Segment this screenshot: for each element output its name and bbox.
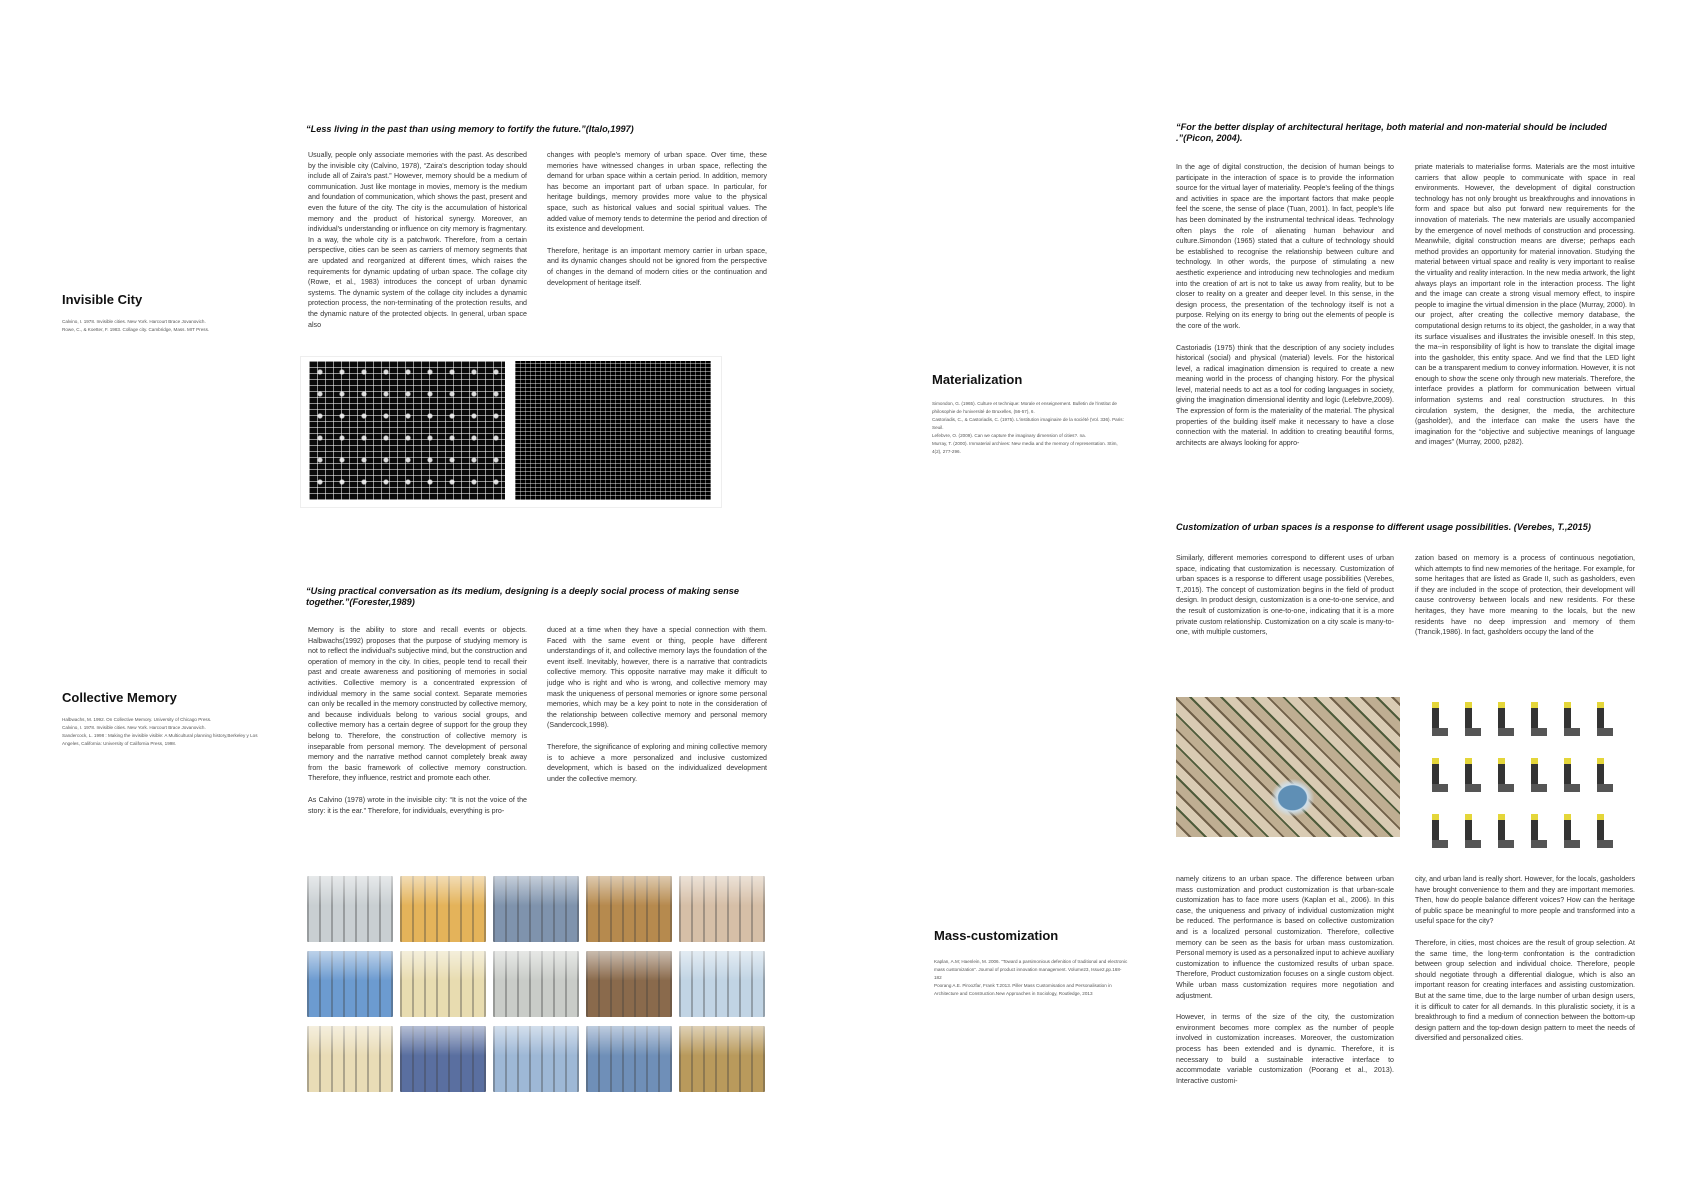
tower-massing-diagram bbox=[1428, 698, 1617, 856]
tower-massing-icon bbox=[1527, 698, 1551, 744]
paragraph: namely citizens to an urban space. The difference between urban mass customization and product customization is that urban-scale customization has to face more users (Kaplan et al., 2006). In this case, the uniqueness and privacy of individual customization might be reduced. The performance is based on collective customization and is a localized personal customization. Therefore, collective memory can be seen as the basis for urban mass customization. Personal memory is used as a personalized input to achieve auxiliary customization to influence the customized results of urban space. Therefore, Product customization focuses on a single custom object. While urban mass customization requires more negotiation and adjustment. bbox=[1176, 875, 1394, 1000]
customization-quote: Customization of urban spaces is a response to different usage possibilities. (Verebes, T.,2015) bbox=[1176, 522, 1591, 532]
tower-massing-icon bbox=[1560, 754, 1584, 800]
skyline-drawing-image bbox=[515, 361, 711, 500]
ref-line: Calvino, I. 1978. Invisible cities. New York. Harcourt Brace Jovanovich. bbox=[62, 725, 206, 730]
tower-massing-icon bbox=[1593, 698, 1617, 744]
materialization-quote: “For the better display of architectural heritage, both material and non-material should be included .”(Picon, 2004). bbox=[1176, 122, 1607, 143]
gasholder-photo-image bbox=[400, 951, 486, 1017]
tower-massing-icon bbox=[1461, 754, 1485, 800]
gasholder-photo-image bbox=[493, 876, 579, 942]
paragraph: changes with people's memory of urban space. Over time, these memories have witnessed changes in urban space, reflecting the demand for urban space within a certain period. In addition, memory has become an important part of urban space. In particular, for heritage buildings, memory provides more value to the physical space, such as historical values and social spiritual values. The added value of memory tends to determine the period and direction of its existence and development. bbox=[547, 151, 767, 234]
mass-customization-column-1 bbox=[1176, 874, 1394, 1094]
tower-massing-icon bbox=[1494, 698, 1518, 744]
ref-line: Murray, T. (2000). Immaterial archives: New media and the memory of representation. Stim, 4(2), 277-296. bbox=[932, 441, 1118, 454]
tower-massing-icon bbox=[1461, 810, 1485, 856]
tower-massing-icon bbox=[1428, 754, 1452, 800]
invisible-city-quote: “Less living in the past than using memory to fortify the future.”(Italo,1997) bbox=[306, 124, 634, 134]
tower-massing-icon bbox=[1560, 810, 1584, 856]
paragraph: priate materials to materialise forms. Materials are the most intuitive carriers that allow people to communicate with space in real environments. However, the development of digital construction technology has not only brought us breakthroughs and innovations in form and space but also put forward new requirements for the innovation of materials. The new materials are usually accompanied by the emergence of novel methods of construction and processing. Meanwhile, digital construction means are diverse; perhaps each method provides an opportunity for material innovation. Studying the material between virtual space and reality is very important to realise the virtuality and reality interaction. In the new media artwork, the light always plays an important role in the interaction process. The light and the image can create a strong visual memory effect, to inspire people to imagine the virtual dimension in the place (Murray, 2000). In our project, after creating the collective memory database, the computational design returns to its object, the gasholder, in a way that its surface visualises and illustrates the invisible oneself. In this step, the ma--in responsibility of light is how to translate the digital image into the gasholder, this entity space. And we find that the LED light can be a transparent medium to convey information. However, it is not enough to show the scene only through new materials. Therefore, the interface provides a platform for communication between virtual information systems and real construction structures. In this circulation system, the designer, the media, the architecture (gasholder), and the interface can make the users have the imagination for the “objective and subjective meanings of language and images” (Murray, 2000, p282). bbox=[1415, 163, 1635, 447]
paragraph: Therefore, in cities, most choices are the result of group selection. At the same time, the long-term confrontation is the contradiction between group selection and individual choice. Therefore, people should negotiate through a differential dialogue, which is also an important reason for creating interfaces and assisting customization. But at the same time, due to the large number of urban design users, it is difficult to cater for all demands. In this pluralistic society, it is a breakthrough to find a medium of connection between the bottom-up design pattern and the top-down design pattern to meet the needs of diversified and personalized cities. bbox=[1415, 938, 1635, 1043]
tower-massing-icon bbox=[1560, 698, 1584, 744]
materialization-column-2 bbox=[1415, 162, 1635, 478]
materialization-column-1 bbox=[1176, 162, 1394, 478]
paragraph: As Calvino (1978) wrote in the invisible city: “It is not the voice of the story: it is the ear.” Therefore, for individuals, everything is pro- bbox=[308, 795, 527, 815]
paragraph: However, in terms of the size of the city, the customization environment becomes more complex as the number of people involved in customization increases. Moreover, the customization process has been extended and is dynamic. Therefore, it is necessary to build a sustainable interactive interface to accommodate variable customization (Poorang et al., 2013). Interactive customi- bbox=[1176, 1013, 1394, 1085]
gasholder-photo-image bbox=[493, 1026, 579, 1092]
tower-massing-icon bbox=[1593, 754, 1617, 800]
gasholder-photo-image bbox=[679, 951, 765, 1017]
paragraph: zation based on memory is a process of continuous negotiation, which attempts to find new memories of the heritage. For example, for some heritages that are listed as Grade II, such as gasholders, even if they are included in the scope of protection, their development will cause controversy between locals and new residents. For these heritages, they have more meaning to the locals, but the new residents have no deep impression and memory of them (Trancik,1986). In fact, gasholders occupy the land of the bbox=[1415, 554, 1635, 637]
collective-memory-column-2 bbox=[547, 625, 767, 815]
gasholder-photo-image bbox=[679, 1026, 765, 1092]
city-drawing-image bbox=[309, 361, 505, 500]
paragraph: duced at a time when they have a special connection with them. Faced with the same event or thing, people have different understandings of it, and collective memory lays the foundation of the event itself. Inevitably, however, there is a narrative that contradicts collective memory. This opposite narrative may make it difficult to judge who is right and who is wrong, and collective memory may mask the uniqueness of personal memories or ignore some personal memories, which may be a key point to note in the consideration of the relationship between collective memory and personal memory (Sandercock,1998). bbox=[547, 626, 767, 730]
ref-line: Castoriadis, C., & Castoriadis, C. (1975). L'institution imaginaire de la société (Vol. 336). Paris: Seuil. bbox=[932, 417, 1124, 430]
tower-massing-icon bbox=[1428, 698, 1452, 744]
mass-customization-refs bbox=[934, 958, 1128, 998]
materialization-title: Materialization bbox=[932, 372, 1023, 387]
customization-column-1 bbox=[1176, 553, 1394, 643]
ref-line: Poorang A.E. Piroozfar, Frank T.2013. Piller Mass Customisation and Personalisation in Architecture and Construction.New Approaches in Sociology, Routledge, 2013 bbox=[934, 983, 1112, 996]
mass-customization-column-2 bbox=[1415, 874, 1635, 1074]
tower-massing-icon bbox=[1494, 754, 1518, 800]
gasholder-photo-image bbox=[400, 1026, 486, 1092]
gasholder-photo-image bbox=[679, 876, 765, 942]
paragraph: Castoriadis (1975) think that the description of any society includes historical (social) and physical (material) levels. For the historical level, a radical imagination dimension is required to create a new meaning world in the process of changing history. For the physical level, material needs to act as a tool for coding languages in society, giving the imagination dimensional identity and logic (Lefebvre,2009). The expression of form is the materiality of the material. The physical properties of the building itself make it necessary to have a close connection with the material. In addition to creating beautiful forms, architects are always looking for appro- bbox=[1176, 343, 1394, 447]
tower-massing-icon bbox=[1494, 810, 1518, 856]
mass-customization-title: Mass-customization bbox=[934, 928, 1059, 943]
tower-massing-icon bbox=[1527, 754, 1551, 800]
tower-massing-icon bbox=[1527, 810, 1551, 856]
materialization-refs bbox=[932, 400, 1126, 456]
paragraph: In the age of digital construction, the decision of human beings to participate in the interaction of space is to provide the information source for the virtual layer of materiality. People's feeling of the things and activities in space are the important factors that make people feel the scene, the sense of place (Tuan, 2001). In fact, people's life has been dominated by the instrumental technical ideas. Technology often plays the role of alienating human behaviour and culture.Simondon (1965) stated that a culture of technology should be established to recognise the relationship between culture and technology. In other words, the purpose of stimulating a new aesthetic experience and introducing new technologies and medium into the creation of art is not to take us away from reality, but to be closer to reality on a greater and deeper level. In this sense, in the design process, the presentation of the technology itself is not a purpose. Relying on its energy to bring out the elements of people is the core of the work. bbox=[1176, 163, 1394, 330]
ref-line: Simondon, G. (1965). Culture et technique: Morale et enseignement. Bulletin de l'institut de philosophie de l'université de Bruxelles, (56-57), 6. bbox=[932, 401, 1117, 414]
paragraph: Therefore, heritage is an important memory carrier in urban space, and its dynamic changes should not be ignored from the perspective of changes in the demand of modern cities or the continuation and development of heritage itself. bbox=[547, 246, 767, 287]
ref-line: Lefebvre, O. (2009). Can we capture the imaginary dimension of cities?. na. bbox=[932, 433, 1086, 438]
paragraph: Usually, people only associate memories with the past. As described by the invisible city (Calvino, 1978), “Zaira's description today should include all of Zaira's past.” However, memory should be a medium of communication. Just like montage in movies, memory is the medium and foundation of communication, which shows the past, present and even the future of the city. The city is the accumulation of historical memory and the product of historical synergy. Moreover, an individual's understanding or influence on city memory is fragmentary. In a way, the whole city is a patchwork. Therefore, from a certain perspective, cities can be seen as carriers of memory segments that are updated and reorganized at different times, which raises the requirements for dynamic updating of urban space. The collage city (Rowe, et al., 1983) introduces the concept of urban dynamic systems. The dynamic system of the collage city includes a dynamic protection process, the non-terminating of the protection results, and the dynamic nature of the protected objects. In general, urban space also bbox=[308, 151, 527, 329]
invisible-city-column-1 bbox=[308, 150, 527, 343]
ref-line: Halbwachs, M. 1992. On Collective Memory. University of Chicago Press. bbox=[62, 717, 212, 722]
illustration-frame bbox=[300, 356, 722, 508]
customization-column-2 bbox=[1415, 553, 1635, 643]
paragraph: Similarly, different memories correspond to different uses of urban space, indicating that customization is necessary. Customization of urban spaces is a response to different usage possibilities (Verebes, T.,2015). The concept of customization begins in the field of product design. In product design, customization is a one-to-one service, and the result of customization is one-to-one, indicating that it is a more private custom relationship. Customization on a city scale is many-to-one, with multiple customers, bbox=[1176, 554, 1394, 637]
gasholder-photo-image bbox=[586, 876, 672, 942]
invisible-city-refs bbox=[62, 318, 252, 334]
ref-line: Rowe, C., & Koetter, F. 1983. Collage city. Cambridge, Mass. MIT Press. bbox=[62, 327, 210, 332]
aerial-city-render-image bbox=[1176, 697, 1400, 837]
gasholder-photo-image bbox=[307, 876, 393, 942]
ref-line: Kaplan, A.M; Haenlein, M. 2006. “Toward a parsimonious defenition of traditional and electronic mass customization”. Journal of product innovation management. Volume23, Issue2,pp.168-182 bbox=[934, 959, 1128, 980]
gasholder-photo-image bbox=[586, 1026, 672, 1092]
collective-memory-title: Collective Memory bbox=[62, 690, 177, 705]
gasholder-photo-image bbox=[307, 951, 393, 1017]
collective-memory-column-1 bbox=[308, 625, 527, 844]
invisible-city-title: Invisible City bbox=[62, 292, 143, 307]
invisible-city-column-2 bbox=[547, 150, 767, 310]
gasholder-photo-image bbox=[493, 951, 579, 1017]
photo-grid bbox=[307, 876, 765, 1092]
paragraph: Memory is the ability to store and recall events or objects. Halbwachs(1992) proposes that the purpose of studying memory is not to reflect the individual's subjective mind, but the construction and operation of memory in the city. In cities, people tend to recall their past and create awareness and positioning of memories in social activities. Collective memory is a concentrated expression of individual memory in the same social context. Separate memories can only be recalled in the memory constructed by collective memory, and because individuals belong to various social groups, and collective memory has a certain degree of support for the group they belong to. Therefore, the construction of collective memory is inseparable from personal memory. The development of personal memory and the narrative method cannot completely break away from the basic framework of collective memory construction. Therefore, they influence, restrict and promote each other. bbox=[308, 626, 527, 783]
paragraph: city, and urban land is really short. However, for the locals, gasholders have brought convenience to them and they are important memories. Then, how do people balance different voices? How can the heritage of public space be meaningful to more people and transformed into a useful space for the city? bbox=[1415, 875, 1635, 926]
tower-massing-icon bbox=[1461, 698, 1485, 744]
paragraph: Therefore, the significance of exploring and mining collective memory is to achieve a more personalized and inclusive customized development, which is based on the individualized development under the collective memory. bbox=[547, 742, 767, 783]
gasholder-photo-image bbox=[586, 951, 672, 1017]
ref-line: Calvino, I. 1978. Invisible cities. New York. Harcourt Brace Jovanovich. bbox=[62, 319, 206, 324]
gasholder-photo-image bbox=[400, 876, 486, 942]
ref-line: Sandercock, L. 1998 : Making the invisible visible: A Multicultural planning history,Berkeley y Los Angeles, California: University of California Press, 1998. bbox=[62, 733, 258, 746]
tower-massing-icon bbox=[1428, 810, 1452, 856]
gasholder-photo-image bbox=[307, 1026, 393, 1092]
tower-massing-icon bbox=[1593, 810, 1617, 856]
collective-memory-quote: “Using practical conversation as its medium, designing is a deeply social process of making sense together.”(Forester,1989) bbox=[306, 586, 739, 607]
collective-memory-refs bbox=[62, 716, 262, 748]
